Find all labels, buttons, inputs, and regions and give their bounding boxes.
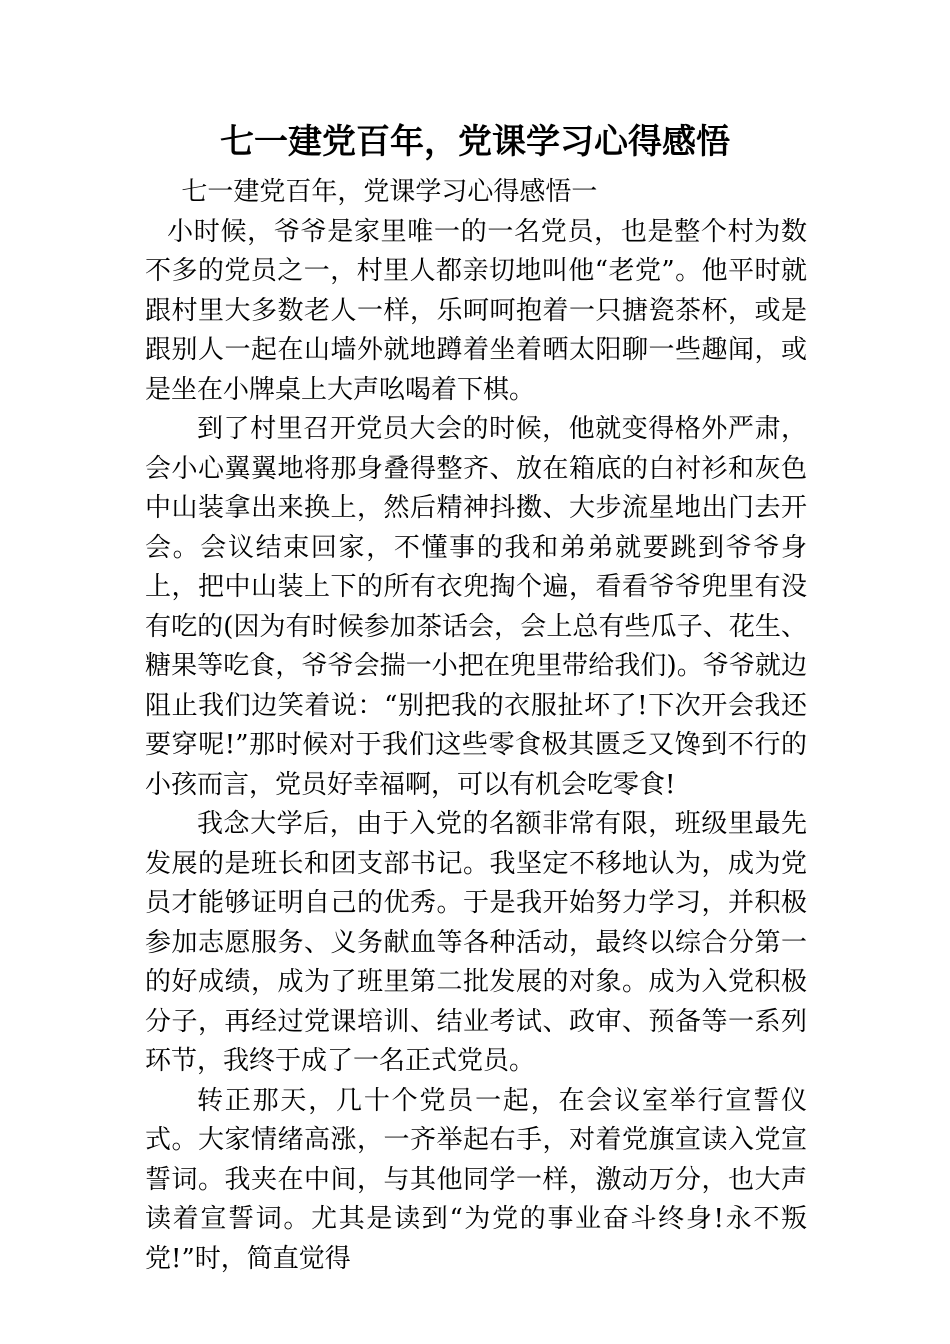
document-body [145, 173, 807, 1279]
paragraph: 到了村里召开党员大会的时候，他就变得格外严肃，会小心翼翼地将那身叠得整齐、放在箱底的白衬衫和灰色中山装拿出来换上，然后精神抖擞、大步流星地出门去开会。会议结束回家，不懂事的我和弟弟就要跳到爷爷身上，把中山装上下的所有衣兜掏个遍，看看爷爷兜里有没有吃的(因为有时候参加茶话会，会上总有些瓜子、花生、糖果等吃食，爷爷会揣一小把在兜里带给我们)。爷爷就边阻止我们边笑着说：“别把我的衣服扯坏了!下次开会我还要穿呢!”那时候对于我们这些零食极其匮乏又馋到不行的小孩而言，党员好幸福啊，可以有机会吃零食! [145, 414, 807, 800]
paragraph: 转正那天，几十个党员一起，在会议室举行宣誓仪式。大家情绪高涨，一齐举起右手，对着党旗宣读入党宣誓词。我夹在中间，与其他同学一样，激动万分，也大声读着宣誓词。尤其是读到“为党的事业奋斗终身!永不叛党!”时，简直觉得 [145, 1085, 807, 1274]
document-subtitle: 七一建党百年，党课学习心得感悟一 [181, 177, 598, 207]
document-title: 七一建党百年，党课学习心得感悟 [220, 122, 730, 162]
paragraph: 小时候，爷爷是家里唯一的一名党员，也是整个村为数不多的党员之一，村里人都亲切地叫他“老党”。他平时就跟村里大多数老人一样，乐呵呵抱着一只搪瓷茶杯，或是跟别人一起在山墙外就地蹲着坐着晒太阳聊一些趣闻，或是坐在小牌桌上大声吆喝着下棋。 [145, 216, 807, 405]
paragraph: 我念大学后，由于入党的名额非常有限，班级里最先发展的是班长和团支部书记。我坚定不移地认为，成为党员才能够证明自己的优秀。于是我开始努力学习，并积极参加志愿服务、义务献血等各种活动，最终以综合分第一的好成绩，成为了班里第二批发展的对象。成为入党积极分子，再经过党课培训、结业考试、政审、预备等一系列环节，我终于成了一名正式党员。 [145, 809, 807, 1076]
